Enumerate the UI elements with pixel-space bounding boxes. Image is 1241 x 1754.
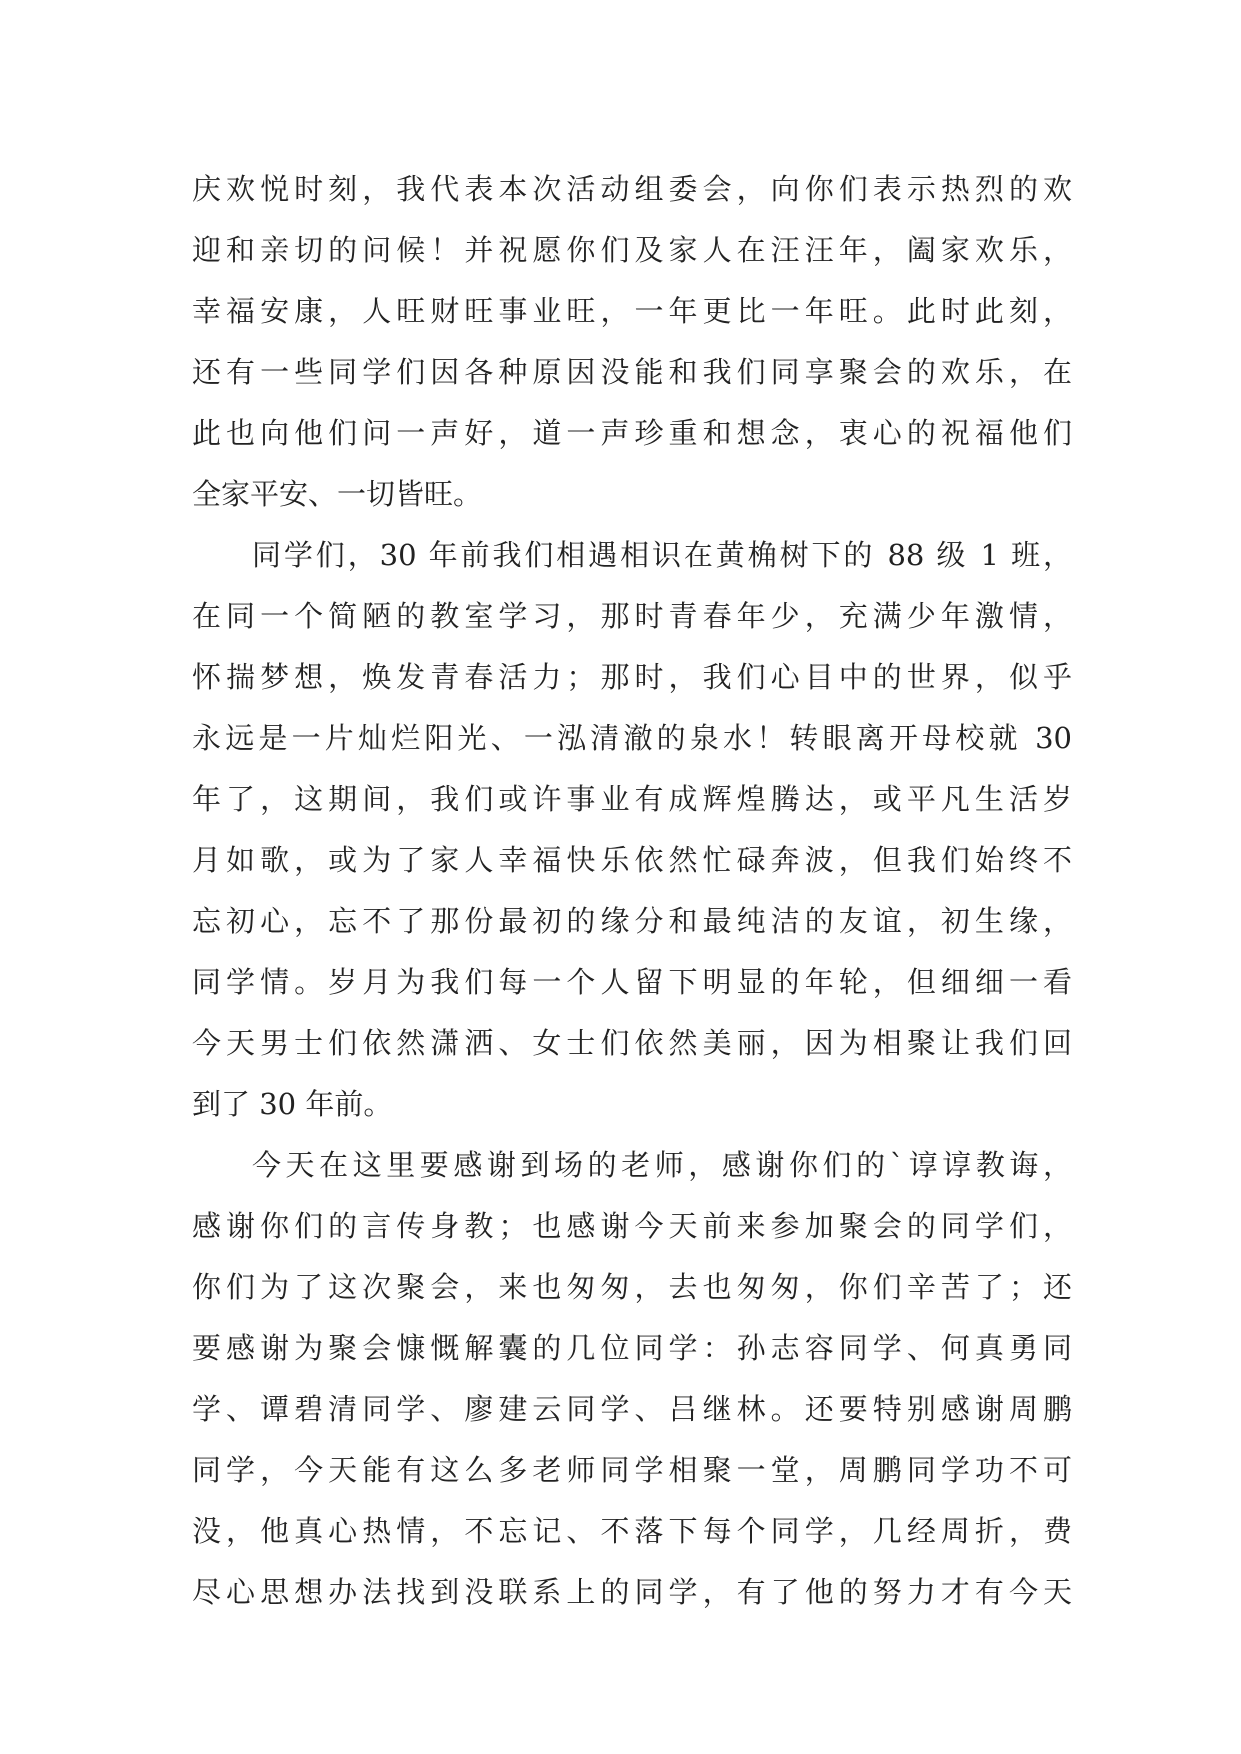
text-line: 到了 30 年前。: [192, 1087, 393, 1121]
text-line: 同学，今天能有这么多老师同学相聚一堂，周鹏同学功不可: [192, 1453, 1072, 1487]
text-line: 尽心思想办法找到没联系上的同学，有了他的努力才有今天: [192, 1575, 1072, 1609]
text-line: 忘初心，忘不了那份最初的缘分和最纯洁的友谊，初生缘，: [192, 904, 1072, 938]
text-line: 今天男士们依然潇洒、女士们依然美丽，因为相聚让我们回: [192, 1026, 1072, 1060]
text-line: 迎和亲切的问候！并祝愿你们及家人在汪汪年，阖家欢乐，: [192, 233, 1072, 267]
text-line: 在同一个简陋的教室学习，那时青春年少，充满少年激情，: [192, 599, 1072, 633]
text-line: 要感谢为聚会慷慨解囊的几位同学：孙志容同学、何真勇同: [192, 1331, 1072, 1365]
text-line: 幸福安康，人旺财旺事业旺，一年更比一年旺。此时此刻，: [192, 294, 1072, 328]
text-line: 你们为了这次聚会，来也匆匆，去也匆匆，你们辛苦了；还: [192, 1270, 1072, 1304]
document-body: [192, 159, 1072, 1623]
text-line-indented: 今天在这里要感谢到场的老师，感谢你们的`谆谆教诲，: [252, 1148, 1072, 1182]
text-line: 此也向他们问一声好，道一声珍重和想念，衷心的祝福他们: [192, 416, 1072, 450]
text-line: 月如歌，或为了家人幸福快乐依然忙碌奔波，但我们始终不: [192, 843, 1072, 877]
text-line: 同学情。岁月为我们每一个人留下明显的年轮，但细细一看: [192, 965, 1072, 999]
text-line: 学、谭碧清同学、廖建云同学、吕继林。还要特别感谢周鹏: [192, 1392, 1072, 1426]
text-line: 还有一些同学们因各种原因没能和我们同享聚会的欢乐，在: [192, 355, 1072, 389]
text-line: 没，他真心热情，不忘记、不落下每个同学，几经周折，费: [192, 1514, 1072, 1548]
text-line-indented: 同学们，30 年前我们相遇相识在黄桷树下的 88 级 1 班，: [252, 538, 1072, 572]
text-line: 永远是一片灿烂阳光、一泓清澈的泉水！转眼离开母校就 30: [192, 721, 1072, 755]
text-line: 感谢你们的言传身教；也感谢今天前来参加聚会的同学们，: [192, 1209, 1072, 1243]
text-line: 怀揣梦想，焕发青春活力；那时，我们心目中的世界，似乎: [192, 660, 1072, 694]
text-line: 年了，这期间，我们或许事业有成辉煌腾达，或平凡生活岁: [192, 782, 1072, 816]
text-line: 庆欢悦时刻，我代表本次活动组委会，向你们表示热烈的欢: [192, 172, 1072, 206]
text-line: 全家平安、一切皆旺。: [192, 477, 483, 511]
